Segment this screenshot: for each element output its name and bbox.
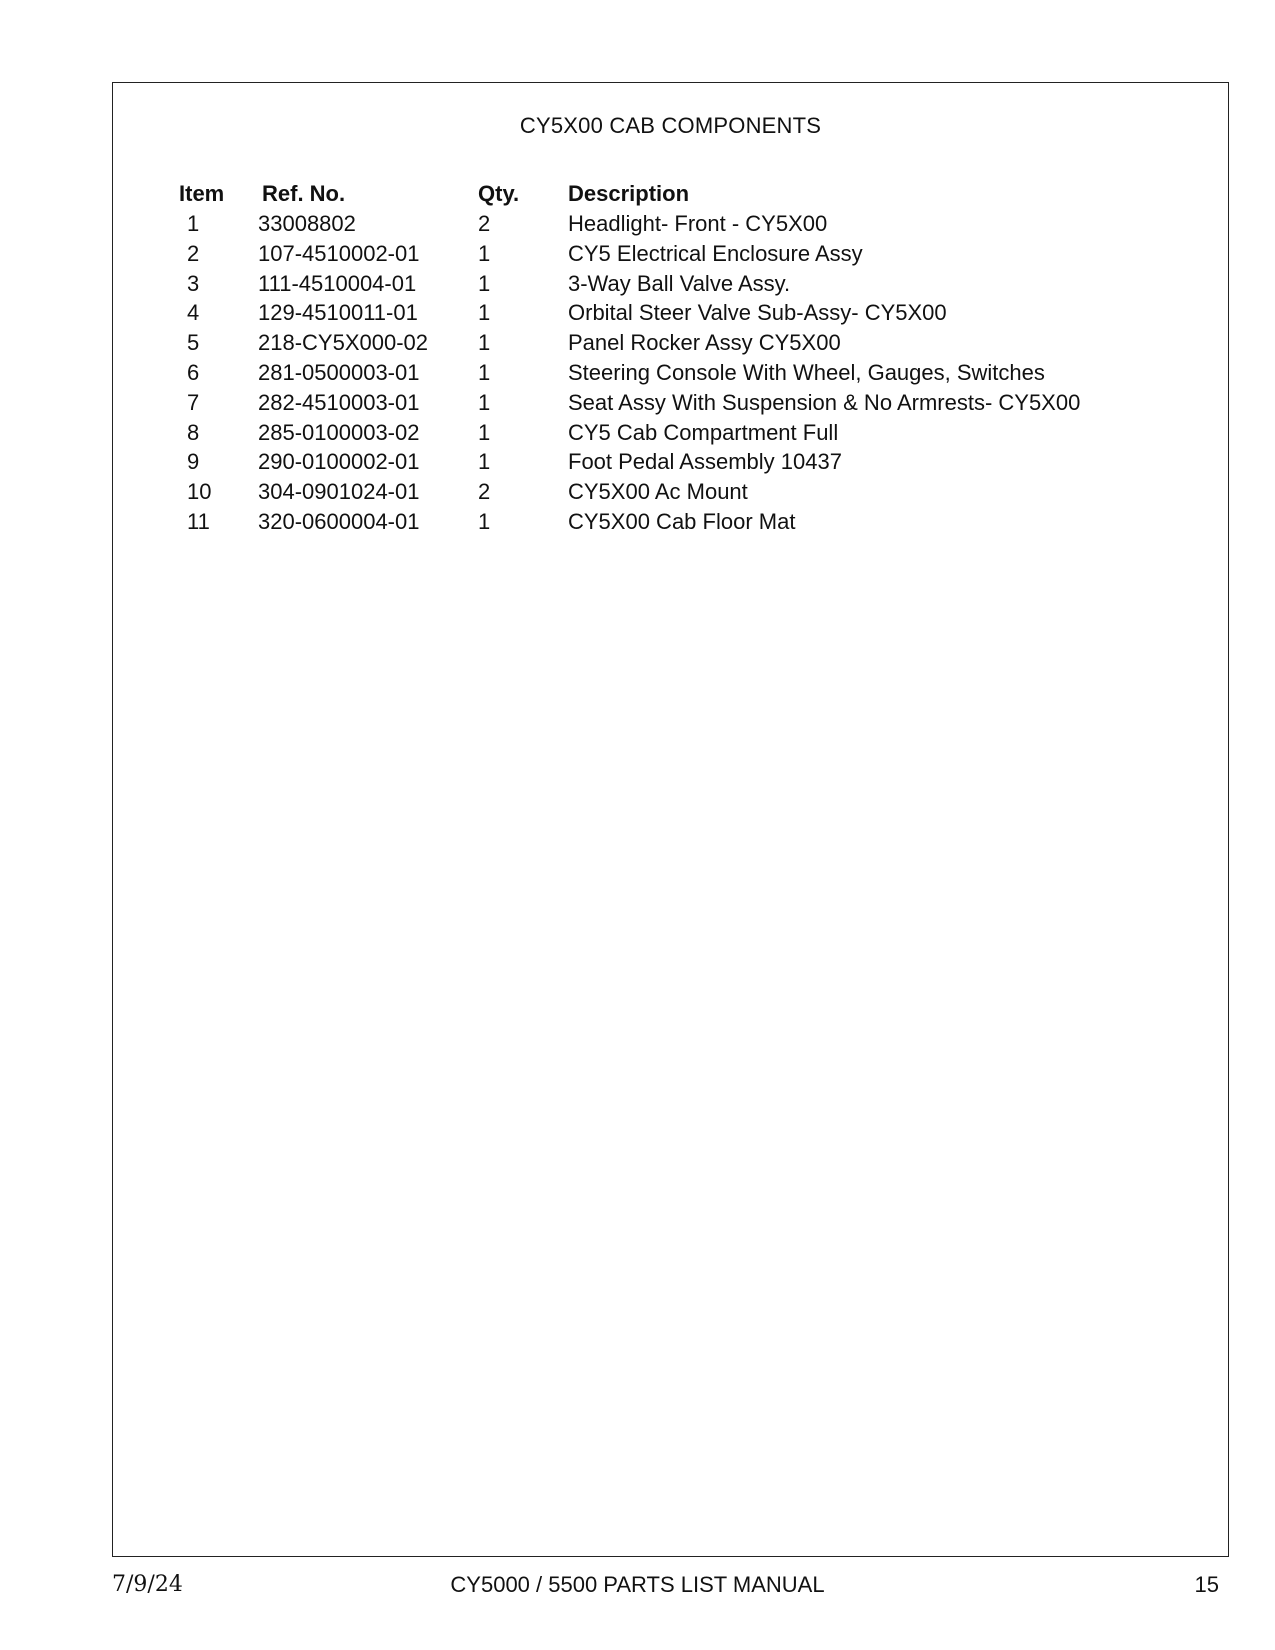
cell-item: 3	[187, 270, 200, 296]
header-description: Description	[568, 181, 690, 207]
header-qty: Qty.	[478, 181, 520, 207]
cell-description: Seat Assy With Suspension & No Armrests- CY5X00	[568, 389, 1081, 415]
table-row	[179, 358, 1128, 388]
table-row	[179, 239, 1128, 269]
table-row	[179, 269, 1128, 299]
cell-item: 7	[187, 389, 200, 415]
cell-description: Panel Rocker Assy CY5X00	[568, 330, 841, 356]
cell-ref-no: 33008802	[258, 211, 356, 236]
cell-description: Headlight- Front - CY5X00	[568, 211, 828, 236]
cell-qty: 2	[478, 479, 491, 505]
cell-ref-no: 304-0901024-01	[258, 479, 420, 505]
cell-description: Foot Pedal Assembly 10437	[568, 449, 842, 475]
cell-item: 1	[187, 211, 200, 236]
footer-manual-title: CY5000 / 5500 PARTS LIST MANUAL	[450, 1572, 825, 1597]
table-row	[179, 388, 1128, 418]
cell-qty: 1	[478, 270, 491, 296]
cell-description: 3-Way Ball Valve Assy.	[568, 270, 791, 296]
header-item: Item	[179, 181, 225, 207]
cell-ref-no: 111-4510004-01	[258, 270, 417, 296]
cell-ref-no: 129-4510011-01	[258, 300, 418, 326]
cell-item: 6	[187, 359, 200, 385]
cell-item: 4	[187, 300, 200, 326]
parts-table	[179, 179, 1128, 537]
cell-ref-no: 107-4510002-01	[258, 240, 420, 266]
header-ref-no: Ref. No.	[262, 181, 346, 207]
cell-item: 5	[187, 330, 200, 356]
cell-description: Steering Console With Wheel, Gauges, Switches	[568, 359, 1045, 385]
table-row	[179, 507, 1128, 537]
cell-ref-no: 281-0500003-01	[258, 359, 420, 385]
cell-ref-no: 320-0600004-01	[258, 508, 420, 534]
cell-ref-no: 282-4510003-01	[258, 389, 420, 415]
table-row	[179, 209, 1128, 239]
cell-description: CY5X00 Ac Mount	[568, 479, 748, 505]
cell-qty: 1	[478, 508, 491, 534]
cell-ref-no: 218-CY5X000-02	[258, 330, 429, 356]
cell-qty: 1	[478, 389, 491, 415]
cell-description: CY5 Electrical Enclosure Assy	[568, 240, 863, 266]
cell-qty: 2	[478, 211, 491, 236]
cell-qty: 1	[478, 419, 491, 445]
cell-item: 8	[187, 419, 200, 445]
cell-qty: 1	[478, 359, 491, 385]
cell-qty: 1	[478, 300, 491, 326]
cell-ref-no: 285-0100003-02	[258, 419, 420, 445]
footer-page-number: 15	[1194, 1572, 1219, 1597]
table-row	[179, 477, 1128, 507]
page-frame	[112, 82, 1229, 1557]
cell-item: 11	[187, 508, 210, 534]
cell-description: Orbital Steer Valve Sub-Assy- CY5X00	[568, 300, 947, 326]
table-row	[179, 298, 1128, 328]
cell-qty: 1	[478, 330, 491, 356]
cell-description: CY5X00 Cab Floor Mat	[568, 508, 796, 534]
table-row	[179, 447, 1128, 477]
cell-description: CY5 Cab Compartment Full	[568, 419, 839, 445]
footer-date: 7/9/24	[112, 1572, 183, 1597]
table-row	[179, 418, 1128, 448]
cell-qty: 1	[478, 449, 491, 475]
table-header-row	[179, 179, 1128, 209]
document-title: CY5X00 CAB COMPONENTS	[519, 113, 822, 138]
cell-item: 2	[187, 240, 200, 266]
cell-item: 9	[187, 449, 200, 475]
cell-qty: 1	[478, 240, 491, 266]
cell-ref-no: 290-0100002-01	[258, 449, 420, 475]
cell-item: 10	[187, 479, 212, 505]
table-row	[179, 328, 1128, 358]
